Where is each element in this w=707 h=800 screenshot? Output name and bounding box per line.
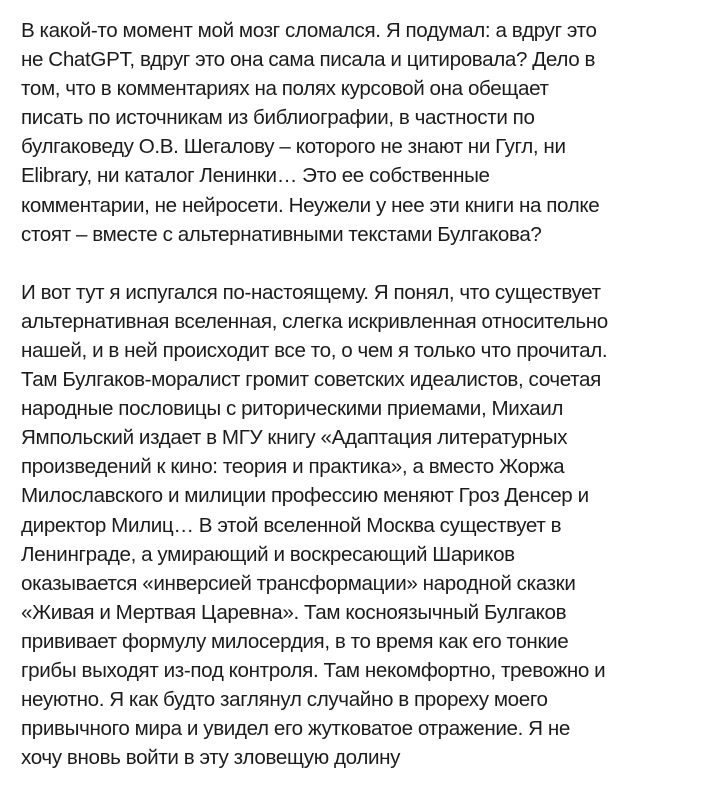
text-line: прививает формулу милосердия, в то время как его тонкие <box>21 629 569 653</box>
text-line: писать по источникам из библиографии, в частности по <box>21 106 535 130</box>
text-line: альтернативная вселенная, слегка искривленная относительно <box>21 309 608 333</box>
text-line: Ленинграде, а умирающий и воскресающий Шариков <box>21 542 515 566</box>
text-line: булгаковеду О.В. Шегалову – которого не знают ни Гугл, ни <box>21 135 566 159</box>
text-line: оказывается «инверсией трансформации» народной сказки <box>21 571 576 595</box>
text-line: стоят – вместе с альтернативными текстами Булгакова? <box>21 222 542 246</box>
text-line: произведений к кино: теория и практика», а вместо Жоржа <box>21 455 565 479</box>
text-line: хочу вновь войти в эту зловещую долину <box>21 746 401 770</box>
text-line: не ChatGPT, вдруг это она сама писала и цитировала? Дело в <box>21 48 596 72</box>
text-line: Elibrary, ни каталог Ленинки… Это ее собственные <box>21 164 490 188</box>
text-line: Ямпольский издает в МГУ книгу «Адаптация литературных <box>21 426 568 450</box>
paragraph-1 <box>21 16 693 249</box>
post-body <box>21 16 693 772</box>
text-line: том, что в комментариях на полях курсовой она обещает <box>21 77 549 101</box>
text-line: нашей, и в ней происходит все то, о чем я только что прочитал. <box>21 338 608 362</box>
text-line: Милославского и милиции профессию меняют Гроз Денсер и <box>21 484 589 508</box>
text-line: В какой-то момент мой мозг сломался. Я подумал: а вдруг это <box>21 19 597 42</box>
text-line: директор Милиц… В этой вселенной Москва существует в <box>21 513 562 537</box>
text-line: неуютно. Я как будто заглянул случайно в прореху моего <box>21 688 548 712</box>
text-line: комментарии, не нейросети. Неужели у нее эти книги на полке <box>21 193 600 217</box>
text-line: привычного мира и увидел его жутковатое отражение. Я не <box>21 717 570 741</box>
text-line: грибы выходят из-под контроля. Там некомфортно, тревожно и <box>21 658 606 682</box>
text-line: Там Булгаков-моралист громит советских идеалистов, сочетая <box>21 368 601 392</box>
text-line: народные пословицы с риторическими приемами, Михаил <box>21 397 564 421</box>
paragraph-2 <box>21 278 693 773</box>
text-line: И вот тут я испугался по-настоящему. Я понял, что существует <box>21 280 601 304</box>
text-line: «Живая и Мертвая Царевна». Там косноязычный Булгаков <box>21 600 567 624</box>
